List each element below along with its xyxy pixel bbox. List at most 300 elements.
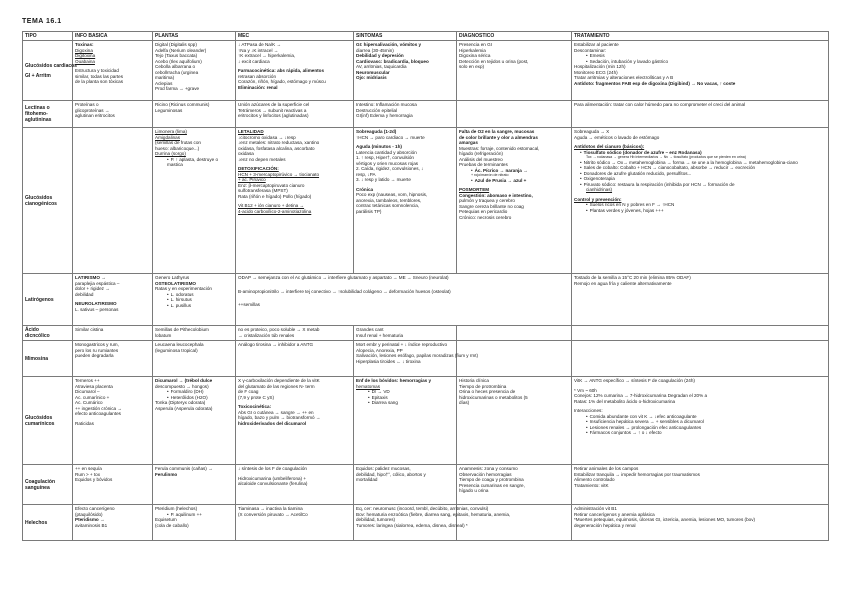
cell-tipo <box>23 341 73 377</box>
cell-line: Detección en tejidos u orina (post, <box>459 58 529 64</box>
header-sintomas: SINTOMAS <box>354 32 457 41</box>
cell-line: Presencia cumarinas en sangre, <box>459 482 525 488</box>
cell-tipo <box>23 326 73 341</box>
cell-tratamiento <box>572 274 829 326</box>
cell-line: Cebolla albarrana o <box>155 64 196 69</box>
cell-line: Digoxina sérica <box>459 53 491 58</box>
cell-line: ↓ ATPasa de Na/K → <box>238 42 282 47</box>
cell-line: Hidroxicumarina (umbeliferona) + <box>238 475 307 481</box>
cell-line: Sobreaguda → X <box>574 129 610 134</box>
cell-line: Raticidas <box>75 420 94 426</box>
cell-line: Proteínas o <box>75 102 99 107</box>
cell-line: Congestión: abomaso e intestino, <box>459 192 533 198</box>
cell-line: cumarínicos <box>25 420 55 427</box>
cell-line: • Azul de Prusia → azul + <box>459 178 569 184</box>
cell-line: • Fármacos conjuntos → ↑ o ↓ efecto <box>574 430 826 436</box>
cell-line: Muestras: forraje, contenido estomacal, <box>459 145 540 151</box>
cell-line: ++ en sequía <box>75 466 102 471</box>
table-row <box>23 101 829 128</box>
cell-line: dicncólico <box>25 333 50 339</box>
cell-line: Monogastricos y rum, <box>75 342 119 347</box>
cell-line: Falta de O2 en la sangre, mucosas <box>459 129 535 134</box>
cell-line: • Tiosulfato sódico (donador de azufre – enz Rodanasa) <box>574 150 826 156</box>
cell-line: Bov: hematuria enzoótica (fiebre, diarrea sang, epitaxis, hematuria, anemia, <box>356 511 511 517</box>
header-plantas: PLANTAS <box>153 32 236 41</box>
cell-line: 1. ↑ resp, Hiper†, convulsión <box>356 155 414 160</box>
cell-line: Ferulinmo <box>155 471 178 477</box>
cell-line: • Sedación, intubación y lavado gástrico <box>574 59 826 65</box>
cell-info-basica <box>73 465 153 505</box>
cell-tipo <box>23 41 77 101</box>
cell-line: Remojo en agua fría y caliente alternativamente <box>574 280 672 286</box>
cell-line: • Insuficiencia hepática severa → + sensibles a dicumarol <box>574 419 826 425</box>
cell-line: Antídoto: fragmentos FAB esp de digoxina (Digibind) → No vacas, ↑ coste <box>574 80 736 86</box>
cell-line: ↓ síntesis de los F de coagulación <box>238 466 307 471</box>
cell-line: glicoproteínas → <box>75 107 110 113</box>
cell-line: hidroxiderivados del dicumarol <box>238 420 307 426</box>
cell-plantas <box>153 341 236 377</box>
cell-line: del glutamato de las regiones N- term <box>238 383 315 389</box>
header-diagnostico: DIAGNOSTICO <box>457 32 572 41</box>
cell-line: resp, ↓PA <box>356 171 376 177</box>
cell-line: debilidad, tumores) <box>356 517 396 522</box>
cell-info-basica <box>73 41 153 101</box>
cell-line: Grandes cant <box>356 327 384 332</box>
cell-tipo <box>23 505 73 541</box>
cell-line: Neuromuscular <box>356 69 390 75</box>
cell-line: efecto anticoagulantes <box>75 411 121 416</box>
cell-line: lobatum <box>155 332 172 338</box>
cell-line: • Heterólidos (H2O) <box>155 395 233 401</box>
cell-line: Eliminación: renal <box>238 84 278 90</box>
cell-line: dolor + rigidez → <box>75 286 110 291</box>
cell-line: de color brillante y olor a almendras <box>459 134 538 140</box>
table-row <box>23 41 829 101</box>
cell-sintomas <box>354 505 511 541</box>
cell-line: Ac. Cumárico <box>75 400 103 405</box>
cell-line: Prod farma → +grave <box>155 86 200 91</box>
cell-line: Ácido <box>25 327 39 333</box>
cell-line: Aclepias <box>155 80 173 86</box>
cell-sintomas <box>354 377 457 465</box>
cell-line: VitK → ANTG específico → síntesis F de coagulación (24h) <box>574 378 695 383</box>
cell-line: ↑K extracel → hiperkalemia, <box>238 53 296 58</box>
cell-line: pero los ru rumiantes <box>75 347 119 353</box>
cell-line: • Sales de cobalto: Cobalto + HCN → cianocobaltato, absorbe → reducir → excreción <box>574 165 826 171</box>
cell-line: X γ-carboxilación dependiente de la vitK <box>238 378 320 383</box>
cell-line: ↓enz metales: nitrato reductasa, xantino <box>238 140 320 145</box>
cell-line: Efecto cancerígeno <box>75 506 115 511</box>
cell-line: • L. hirsutus <box>155 297 233 303</box>
cell-sintomas <box>354 326 457 341</box>
cell-line: Anamnesis: zona y consumo <box>459 466 518 471</box>
cell-line: Tumores: laringea (sialorrea, edema, disnea, disneal) * <box>356 522 468 528</box>
cell-line: Similar cistina <box>75 327 104 332</box>
toxicology-table <box>22 31 829 541</box>
table-row <box>23 465 829 505</box>
cell-tipo <box>23 274 73 326</box>
cell-plantas <box>153 377 236 465</box>
cell-line: ↑Na y ↓K intracel → <box>238 47 279 53</box>
header-row <box>23 32 829 41</box>
cell-line: Dicumarol – <box>75 389 100 394</box>
cell-line: Alimento controlado <box>574 477 615 482</box>
cell-tratamiento <box>572 341 829 377</box>
cell-line: B-aminopropionitrilo → interfiere tej conectivo → ↑solubilidad colágeno → deformación huesos (osteolat) <box>238 288 451 294</box>
cell-line: Administración vit B1 <box>574 506 617 511</box>
cell-line: aglutininas <box>25 117 52 123</box>
cell-line: GI(inf) Edema y hemorragia <box>356 113 413 118</box>
cell-line: anorexia, tambaleos, temblores, <box>356 197 422 203</box>
cell-line: Rum > + tox <box>75 471 101 477</box>
cell-line: NEUROLATIRISMO <box>75 301 117 306</box>
cell-line: Helechos <box>25 519 48 526</box>
cell-line: LATIRISMO → <box>75 275 106 280</box>
cell-line: Pteridium (helechos) <box>155 506 198 511</box>
cell-mec <box>236 465 354 505</box>
header-mec: MEC <box>236 32 354 41</box>
cell-mec <box>236 274 572 326</box>
cell-line: Alopecia, Anorexia, PP <box>356 347 403 353</box>
cell-line: Genero Lathyrus <box>155 275 190 280</box>
cell-line: Atraviesa placenta <box>75 383 113 389</box>
cell-line: Toxinas: <box>75 42 94 47</box>
cell-line: Hospitalización (min 12h) <box>574 64 626 69</box>
cell-line: Latencia cantidad y absorción <box>356 149 417 155</box>
header-tratamiento: TRATAMIENTO <box>572 32 829 41</box>
cell-line: avitaminosis B1 <box>75 522 108 528</box>
cell-line: contrac tetánicas somnolencia, <box>356 203 420 208</box>
cell-line: hueso: albaricoque...) <box>155 145 200 151</box>
cell-line: hematomas <box>356 383 381 389</box>
cell-line: Tetrámeros → subunit reactivas a <box>238 107 307 113</box>
cell-line: Crónica <box>356 186 374 192</box>
cell-line: ++semillas <box>238 302 260 307</box>
cell-line: Leucaena leucocephala <box>155 342 204 347</box>
cell-tratamiento <box>572 505 829 541</box>
cell-line: hígado, bazo y pulm → biotransformó → <box>238 415 321 420</box>
cell-info-basica <box>73 377 153 465</box>
cell-line: Glucósidos <box>25 194 53 201</box>
cell-sintomas <box>354 41 457 101</box>
cell-sintomas <box>354 101 457 128</box>
cell-line: Digitoxina <box>75 53 96 58</box>
cell-tratamiento <box>572 101 829 128</box>
cell-tratamiento <box>572 326 829 341</box>
cell-diagnostico <box>457 101 572 128</box>
cell-line: Corazón, riñón, hígado, estómago y múscu <box>238 79 326 84</box>
cell-line: Análogo tirosina → inhibidor a ANTG <box>238 342 314 347</box>
cell-line: Semillas de Pithecolobium <box>155 327 209 332</box>
cell-line: Estabilizar tranquila → impedir hemorragias por traumatismos <box>574 471 700 477</box>
cell-line: Tiempo de coagu y protrombina <box>459 477 524 482</box>
cell-line: • Diarrea sang <box>356 400 454 406</box>
cell-line: Estructura y toxicidad <box>75 68 119 73</box>
cell-line: Equidos: palidez mucosas, <box>356 466 411 471</box>
cell-line: • L. odoratus <box>155 292 233 298</box>
table-row <box>23 274 829 326</box>
cell-line: HCN + 3-mercaptopirúvico → tiocianato <box>238 171 320 177</box>
cell-line: Tox → rodanasa → genera Hb intermediarios → Nv → tiosulfato (productos que se pierden en orina) <box>586 155 747 159</box>
cell-line: Retirar cancerígenos y anemia aplásica <box>574 511 655 517</box>
cell-line: Aguda (minutos - 1h) <box>356 144 402 149</box>
cell-line: Ojo: midriasis <box>356 75 387 80</box>
cell-line: (X conversión piruvato → AcetilCo <box>238 511 308 517</box>
cell-line: ODAP → semejanza con el Ac glutámico → interfiere glutamato y aspartato → ME → Sneuro (neurolat) <box>238 275 449 280</box>
cell-line: Adelfa (Nerium oleander) <box>155 47 207 53</box>
cell-line: (ptaquilósido) <box>75 511 103 517</box>
cell-sintomas <box>354 341 479 377</box>
cell-line: retrasan absorción <box>238 73 277 79</box>
cell-line: LETALIDAD <box>238 129 264 134</box>
cell-line: amargas <box>459 140 478 145</box>
cell-line: • Emesis <box>574 53 826 59</box>
cell-diagnostico <box>457 377 572 465</box>
cell-line: Dicumarol → (trébol dulce <box>155 378 213 383</box>
cell-mec <box>236 341 354 377</box>
cell-line: Durrina (sorgo) <box>155 151 186 156</box>
cell-line: Sangre cereza brillante no coag <box>459 203 524 209</box>
cell-line: Orina o heces presencia de <box>459 389 516 394</box>
cell-line: (semillas de frutas con <box>155 140 201 145</box>
table-row <box>23 128 829 274</box>
cell-line: Mort embr y perinatal + ↓ índice reproductivo <box>356 342 448 347</box>
cell-info-basica <box>73 128 153 274</box>
cell-line: Enz: β-mercaptopiruvato cianuro <box>238 182 305 188</box>
cell-line: pulmón y traquea y cerebro <box>459 198 515 203</box>
cell-tipo <box>23 128 73 274</box>
cell-mec <box>236 377 354 465</box>
cell-line: Ferula communis (cañas) → <box>155 466 213 471</box>
cell-line: • Oxigenoterapia <box>574 176 826 182</box>
table-row <box>23 505 829 541</box>
cell-line: ↓ excit cardiaca <box>238 58 270 64</box>
cell-line: Tonka (Dipteryx odorata) <box>155 400 206 405</box>
cell-line: Glucósidos cardiacos <box>25 62 77 69</box>
cell-line: • P. ↑ aplasta, destruye o <box>155 157 233 163</box>
cell-line: Toxicocinética: <box>238 404 272 409</box>
cell-line: Equisetum <box>155 517 177 522</box>
cell-line: cebollrracha (urginea <box>155 69 199 75</box>
cell-line: Antídotos del cianuro (básicos): <box>574 144 645 149</box>
cell-plantas <box>153 128 236 274</box>
cell-line: Glucósidos <box>25 414 53 421</box>
cell-line: Tejo (Taxus baccata) <box>155 53 198 58</box>
cell-line: Pruebas de terminantes <box>459 162 508 167</box>
cell-line: • Plantas verdes y jóvenes, hojas +++ <box>574 208 826 214</box>
cell-line: (cola de caballo) <box>155 522 189 528</box>
cell-line: Leguminosas <box>155 107 183 113</box>
cell-info-basica <box>73 341 153 377</box>
cell-line: Insuf renal + hematuria <box>356 332 404 338</box>
cell-line: Tostado de la semilla a 15°C 20 min (elimina 85% ODAF) <box>574 275 691 280</box>
cell-line: ↓enz no depen metales <box>238 156 286 162</box>
cell-line: Amigdalinas <box>155 134 181 140</box>
cell-line: Intestino: Inflamación mucosa <box>356 102 417 107</box>
cell-line: Tiempo de protrombina <box>459 383 507 389</box>
cell-line: Destrucción epitelial <box>356 107 398 113</box>
header-info-basica: INFO BASICA <box>73 32 153 41</box>
cell-line: Crónico: necrosis cerebro <box>459 214 512 220</box>
table-row <box>23 341 829 377</box>
cell-info-basica <box>73 101 153 128</box>
cell-tratamiento <box>572 128 829 274</box>
cell-line: *Muertes petequias, equimosis, úlceras GI, ictericia, anemia, lesiones MO, tumores (bov) <box>574 517 756 522</box>
cell-tratamiento <box>572 377 829 465</box>
cell-plantas <box>153 465 236 505</box>
cell-plantas <box>153 505 236 541</box>
header-tipo: TIPO <box>23 32 73 41</box>
cell-mec <box>236 41 354 101</box>
cell-line: OSTEOLATIRISMO <box>155 280 197 286</box>
cell-line: 4-acido carboxílico-2-aminotiazolina <box>238 208 312 214</box>
cell-line: sanguínea <box>25 484 50 491</box>
cell-line: Pteridismo → <box>75 517 105 522</box>
cell-line: GI + Arritm <box>25 72 51 79</box>
cell-line: Cardiovasc: bradicardia, bloqueo <box>356 58 429 64</box>
cell-info-basica <box>73 326 153 341</box>
cell-line: Farmacocinética: abs rápida, alimentos <box>238 68 325 73</box>
cell-line: días) <box>459 400 470 405</box>
cell-line: Acebo (Ilex aquifolium) <box>155 58 202 64</box>
cell-tipo <box>23 377 73 465</box>
cell-line: Rata (riñón e hígado) Pollo (hígado) <box>238 193 312 199</box>
cell-line: eritrocitos y linfocitos (aglutinadas) <box>238 113 309 118</box>
cell-line: hidroxicumarinas o metabolitos (5 <box>459 394 528 400</box>
cell-line: Observación hemorragias <box>459 471 512 477</box>
cell-line: sulfotransferasa (MPST) <box>238 188 288 193</box>
cell-line: 3. ↓ resp y latido → muerte <box>356 177 411 182</box>
cell-line: Para alimentación: tratar con calor húmedo para no comprometer el creci del animal <box>574 102 746 107</box>
cell-line: mastica <box>167 162 183 167</box>
cell-line: Digital (Digitalis spp) <box>155 42 197 47</box>
cell-diagnostico <box>457 41 572 101</box>
cell-line: Sobreaguda (1-2d) <box>356 129 397 134</box>
cell-mec <box>236 101 354 128</box>
cell-line: Mimosina <box>25 355 49 362</box>
cell-line: Petequias en pericardio <box>459 209 508 214</box>
cell-line: ↑HCN → paro cardiaco → muerte <box>356 134 425 140</box>
cell-sintomas <box>354 465 457 505</box>
cell-line: Monitoreo ECG (24h) <box>574 69 618 75</box>
cell-line: de la planta son tóxicas <box>75 79 124 84</box>
cell-info-basica <box>73 274 153 326</box>
cell-line: Digoxina <box>75 47 93 53</box>
cell-line: + ac. Pirúvico <box>238 177 266 182</box>
cell-line: pueden degradarla <box>75 353 114 358</box>
cell-line: Ac. cumarínico + <box>75 394 110 400</box>
cell-line: • Ác. Pícrico → naranja → <box>459 168 569 174</box>
cell-info-basica <box>73 505 153 541</box>
cell-tratamiento <box>572 41 829 101</box>
cell-line: + rojo/marrón de nitrato <box>471 173 509 177</box>
cell-line: Debilidad y depresión <box>356 53 404 58</box>
cell-line: maritima) <box>155 75 175 80</box>
cell-line: Tiaminasa → inactiva la tiamina <box>238 506 303 511</box>
cell-plantas <box>153 41 236 101</box>
cell-line: Descontaminar: <box>574 47 607 53</box>
cell-line: Asperula (Asperula odorata) <box>155 405 213 411</box>
cell-line: oxidasa <box>238 151 254 156</box>
cell-plantas <box>153 326 236 341</box>
cell-line: DETOXIFICACIÓN: <box>238 166 279 171</box>
cell-mec <box>236 326 354 341</box>
cell-line: alcaloide convulsionante (ferulina) <box>238 481 308 486</box>
cell-line: cianhidrinas) <box>586 187 613 192</box>
cell-line: • Formaldiro (DH) <box>155 389 233 395</box>
cell-line: Control y prevención: <box>574 196 622 202</box>
cell-line: mortalidad <box>356 477 378 482</box>
cell-tratamiento <box>572 465 829 505</box>
cell-diagnostico <box>457 128 572 274</box>
cell-line: hígado u orina <box>459 488 489 493</box>
cell-line: • Piruvato sódico: restaura la respiración (inhibida por HCN → formación de <box>574 182 826 188</box>
cell-line: * Vm ~ 60h <box>574 387 597 393</box>
cell-tipo <box>23 101 73 128</box>
cell-line: debilidad <box>75 291 94 297</box>
cell-diagnostico <box>457 465 572 505</box>
cell-line: Aguda → eméticos o lavado de estómago <box>574 134 660 140</box>
cell-plantas <box>153 274 236 326</box>
cell-line: Retirar animales de los campos <box>574 466 639 471</box>
cell-line: Análisis del muestreo <box>459 156 503 162</box>
cell-line: Ratas: 1% del metabolito ácido o-hidroxicumarina <box>574 398 676 404</box>
cell-line: POSMORTEM <box>459 187 490 192</box>
cell-line: similar, todas las partes <box>75 73 123 79</box>
cell-line: vértigos y orien mucosas rojas <box>356 160 419 166</box>
cell-line: Equidos y bóvidos <box>75 477 113 482</box>
cell-line: • Suelos ricos en N y pobres en F → ↑HCN <box>574 202 826 208</box>
cell-line: Latirógenos <box>25 296 54 303</box>
cell-line: Conejos: 12% cumarina → 7-hidroxicumarina Degradan el 20% a <box>574 393 708 398</box>
cell-line: Coagulación <box>25 478 56 485</box>
cell-line: Tratamiento: vitK <box>574 482 609 488</box>
cell-line: hígado (refrigeración) <box>459 151 503 156</box>
cell-line: descompuesto → hongos) <box>155 383 209 389</box>
cell-line: 2. Caída, rigidez, convulsiones, ↓ <box>356 166 424 171</box>
cell-line: aglutinan eritrocitos <box>75 113 115 118</box>
cell-line: Poco exp (nauseas, vom, hipnosis, <box>356 192 428 197</box>
cell-line: ↓citocromo oxidasa → ↓resp <box>238 134 296 140</box>
cell-line: Hiperkalemia <box>459 47 486 53</box>
cell-line: solo en exp) <box>459 64 485 69</box>
cell-line: paraplejia espástica – <box>75 280 120 286</box>
cell-diagnostico <box>457 341 572 377</box>
cell-line: degeneración hepática y renal <box>574 522 636 528</box>
cell-line: Eq, cer: neuromusc (incoord, tembl, decúbito, arritmias, convulsi) <box>356 506 489 511</box>
cell-line: Abs GI o cutánea → sangre → ++ en <box>238 409 314 415</box>
cell-line: diarrea (30-45min) <box>356 47 394 53</box>
cell-line: Interacciones: <box>574 408 603 413</box>
cell-line: • P. aquilinum ++ <box>155 512 233 518</box>
cell-line: (leguminosa tropical) <box>155 347 198 353</box>
cell-line: (7,9 y prote C yS) <box>238 394 274 400</box>
cell-line: Hiperplasia tiroides ← ↓ tiroxina <box>356 358 421 364</box>
cell-line: • Lesiones renales → prolongación efec anticoagulantes <box>574 425 826 431</box>
cell-mec <box>236 505 354 541</box>
cell-line: GI: hipersalivación, vómitos y <box>356 42 422 47</box>
cell-line: Lectinas o <box>25 105 50 111</box>
cell-line: cianogénicos <box>25 200 57 207</box>
cell-line: ++ ingestión crónica → <box>75 405 122 411</box>
cell-line: no es proteico, poco soluble → X metab <box>238 327 320 332</box>
cell-line: Ratas y en experimentación <box>155 286 212 291</box>
cell-line: Salivación, lesiones esófago, papilas moradizas (fium y rmt) <box>356 353 479 358</box>
cell-line: fitohemo- <box>25 111 48 117</box>
table-row <box>23 326 829 341</box>
cell-line: Ricino (Ricinus communis) <box>155 102 210 107</box>
cell-line: Historia clínica <box>459 378 489 383</box>
